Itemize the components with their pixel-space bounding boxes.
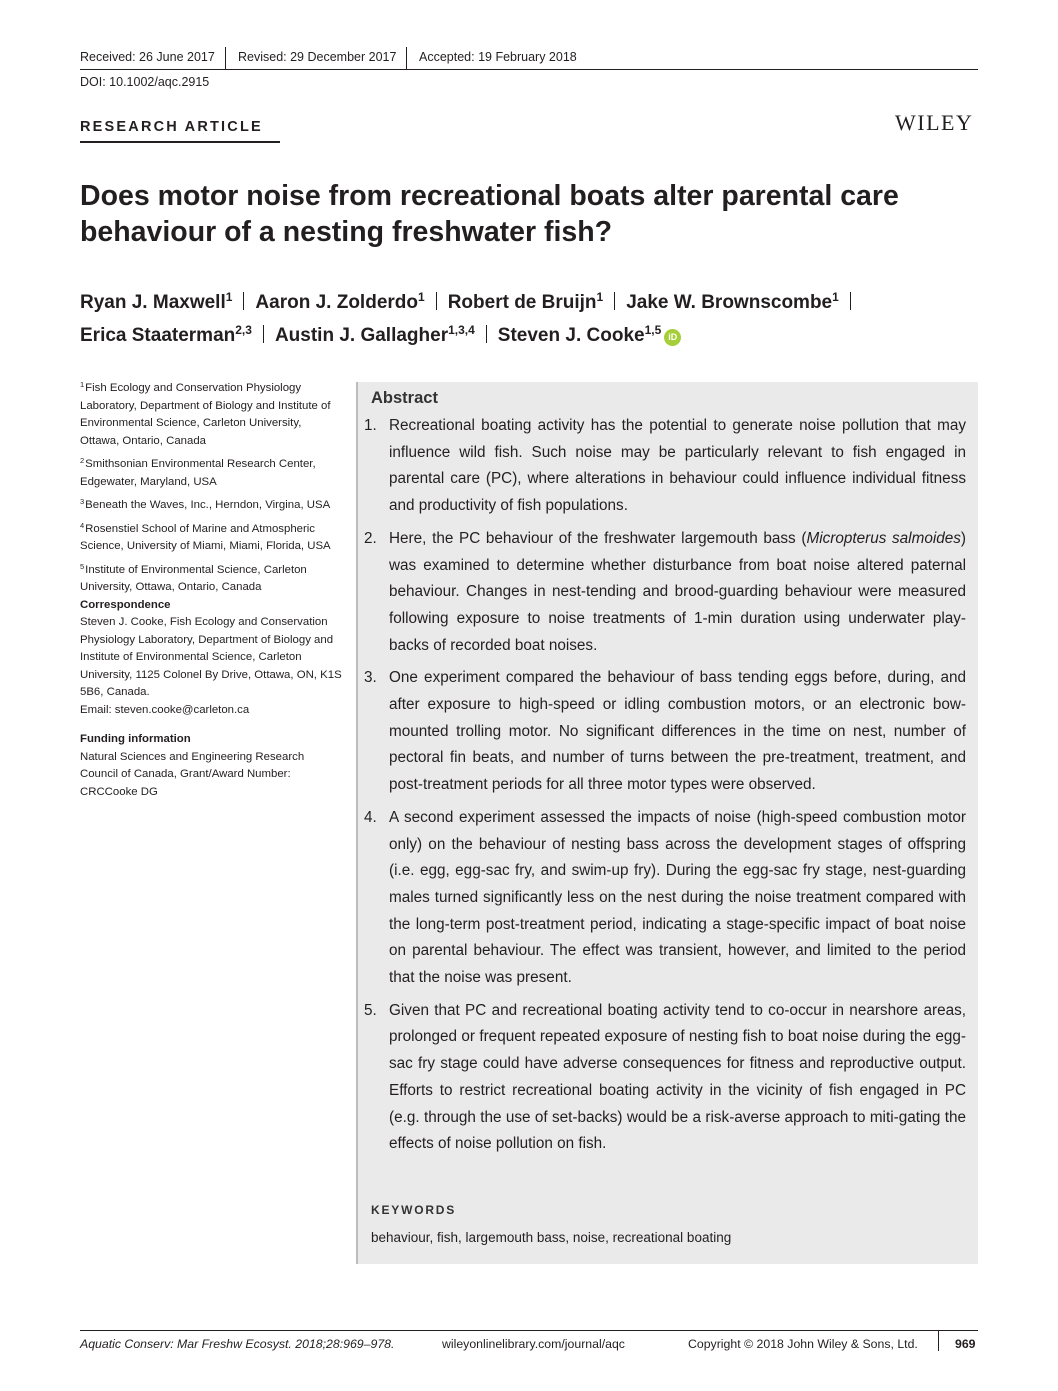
divider — [225, 47, 226, 69]
funding-text: Natural Sciences and Engineering Research Council of Canada, Grant/Award Number: CRCCooke DG — [80, 750, 305, 798]
affiliation: $^5$Institute of Environmental Science, Carleton University, Ottawa, Ontario, Canada — [80, 561, 307, 593]
funding-label: Funding information — [80, 733, 191, 745]
abstract-item: 1. Recreational boating activity has the potential to generate noise pollution that may influence wild fish. Such noise may be particularly relevant to fish engaged in parental care (PC), where alterations in behaviour could influence individual fitness and productivity of fish populations. — [364, 417, 966, 515]
journal-citation: Aquatic Conserv: Mar Freshw Ecosyst. 2018;28:969–978. — [80, 1337, 395, 1351]
divider — [938, 1331, 939, 1351]
correspondence-text: Steven J. Cooke, Fish Ecology and Conservation Physiology Laboratory, Department of Biology and Institute of Environmental Science, Carleton University, 1125 Colonel By Drive, Ottawa, ON, K1S 5B6, Canada. — [80, 616, 342, 698]
article-type: RESEARCH ARTICLE — [80, 119, 263, 135]
author: Steven J. Cooke$^{1,5}$ — [497, 323, 662, 346]
affiliation: $^1$Fish Ecology and Conservation Physiology Laboratory, Department of Biology and Institute of Environmental Science, Carleton University, Ottawa, Ontario, Canada — [80, 380, 331, 447]
orcid-icon[interactable]: iD — [664, 329, 681, 346]
article-type-underline — [80, 141, 280, 143]
affiliation: $^2$Smithsonian Environmental Research Center, Edgewater, Maryland, USA — [80, 456, 316, 488]
author: Jake W. Brownscombe$^1$ — [626, 290, 839, 313]
abstract-title: Abstract — [371, 389, 438, 407]
accepted-date: Accepted: 19 February 2018 — [419, 50, 577, 64]
doi[interactable]: DOI: 10.1002/aqc.2915 — [80, 75, 210, 89]
correspondence-label: Correspondence — [80, 598, 171, 611]
author-line — [80, 286, 980, 319]
affiliation: $^3$Beneath the Waves, Inc., Herndon, Virgina, USA — [80, 497, 331, 511]
funding — [80, 731, 342, 801]
author: Ryan J. Maxwell$^1$ — [80, 290, 233, 313]
abstract-list — [364, 413, 966, 1164]
species-name: Micropterus salmoides — [806, 529, 961, 547]
keywords-text: behaviour, fish, largemouth bass, noise, recreational boating — [371, 1230, 732, 1245]
footer-rule — [80, 1330, 978, 1331]
sidebar-info — [80, 380, 342, 801]
abstract-item: 3. One experiment compared the behaviour of bass tending eggs before, during, and after exposure to high-speed or idling combustion motors, or an electronic bow-mounted trolling motor. No significant differences in the time on nest, number of pectoral fin beats, and number of turns between the pre-treatment, treatment, and post-treatment periods for all three motor types were observed. — [364, 669, 966, 794]
paper-title — [80, 178, 980, 250]
author: Austin J. Gallagher$^{1,3,4}$ — [274, 323, 475, 346]
page-number: 969 — [955, 1337, 976, 1351]
copyright: Copyright © 2018 John Wiley & Sons, Ltd. — [688, 1337, 918, 1351]
title-line: behaviour of a nesting freshwater fish? — [80, 216, 613, 248]
abstract-item: 4. A second experiment assessed the impacts of noise (high-speed combustion motor only) on the behaviour of nesting bass across the development stages of offspring (i.e. egg, egg-sac fry, and swim-up fry). During the egg-sac fry stage, nest-guarding males turned significantly less on the nest during the noise treatment compared with the long-term post-treatment period, indicating a stage-specific impact of boat noise on parental behaviour. The effect was transient, however, and limited to the period that the noise was present. — [364, 808, 966, 987]
revised-date: Revised: 29 December 2017 — [238, 50, 397, 64]
abstract-item: 2. Here, the PC behaviour of the freshwater largemouth bass (Micropterus salmoides) was examined to determine whether disturbance from boat noise altered paternal behaviour. Changes in nest-tending and brood-guarding behaviour were measured following exposure to noise treatments of 1-min duration using underwater play-backs of recorded boat noises. — [364, 529, 966, 654]
journal-url[interactable]: wileyonlinelibrary.com/journal/aqc — [442, 1337, 625, 1351]
author: Erica Staaterman$^{2,3}$ — [80, 323, 252, 346]
author-list — [80, 286, 980, 352]
correspondence-email[interactable]: Email: steven.cooke@carleton.ca — [80, 703, 250, 716]
correspondence — [80, 597, 342, 720]
author: Robert de Bruijn$^1$ — [447, 290, 604, 313]
divider — [406, 47, 407, 69]
author: Aaron J. Zolderdo$^1$ — [255, 290, 425, 313]
author-line — [80, 319, 980, 352]
dates-row — [80, 47, 978, 69]
keywords-label: KEYWORDS — [371, 1203, 457, 1217]
abstract-item: 5. Given that PC and recreational boating activity tend to co-occur in nearshore areas, prolonged or frequent repeated exposure of nesting fish to boat noise during the egg-sac fry stage could have adverse consequences for fitness and reproductive output. Efforts to restrict recreational boating activity in the vicinity of fish engaged in PC (e.g. through the use of set-backs) would be a risk-averse approach to miti-gating the effects of noise pollution on fish. — [364, 1001, 966, 1153]
header-rule — [80, 69, 978, 70]
affiliation: $^4$Rosenstiel School of Marine and Atmospheric Science, University of Miami, Miami, Florida, USA — [80, 520, 331, 552]
received-date: Received: 26 June 2017 — [80, 50, 215, 64]
title-line: Does motor noise from recreational boats alter parental care — [80, 180, 899, 212]
publisher-logo: WILEY — [895, 110, 974, 135]
